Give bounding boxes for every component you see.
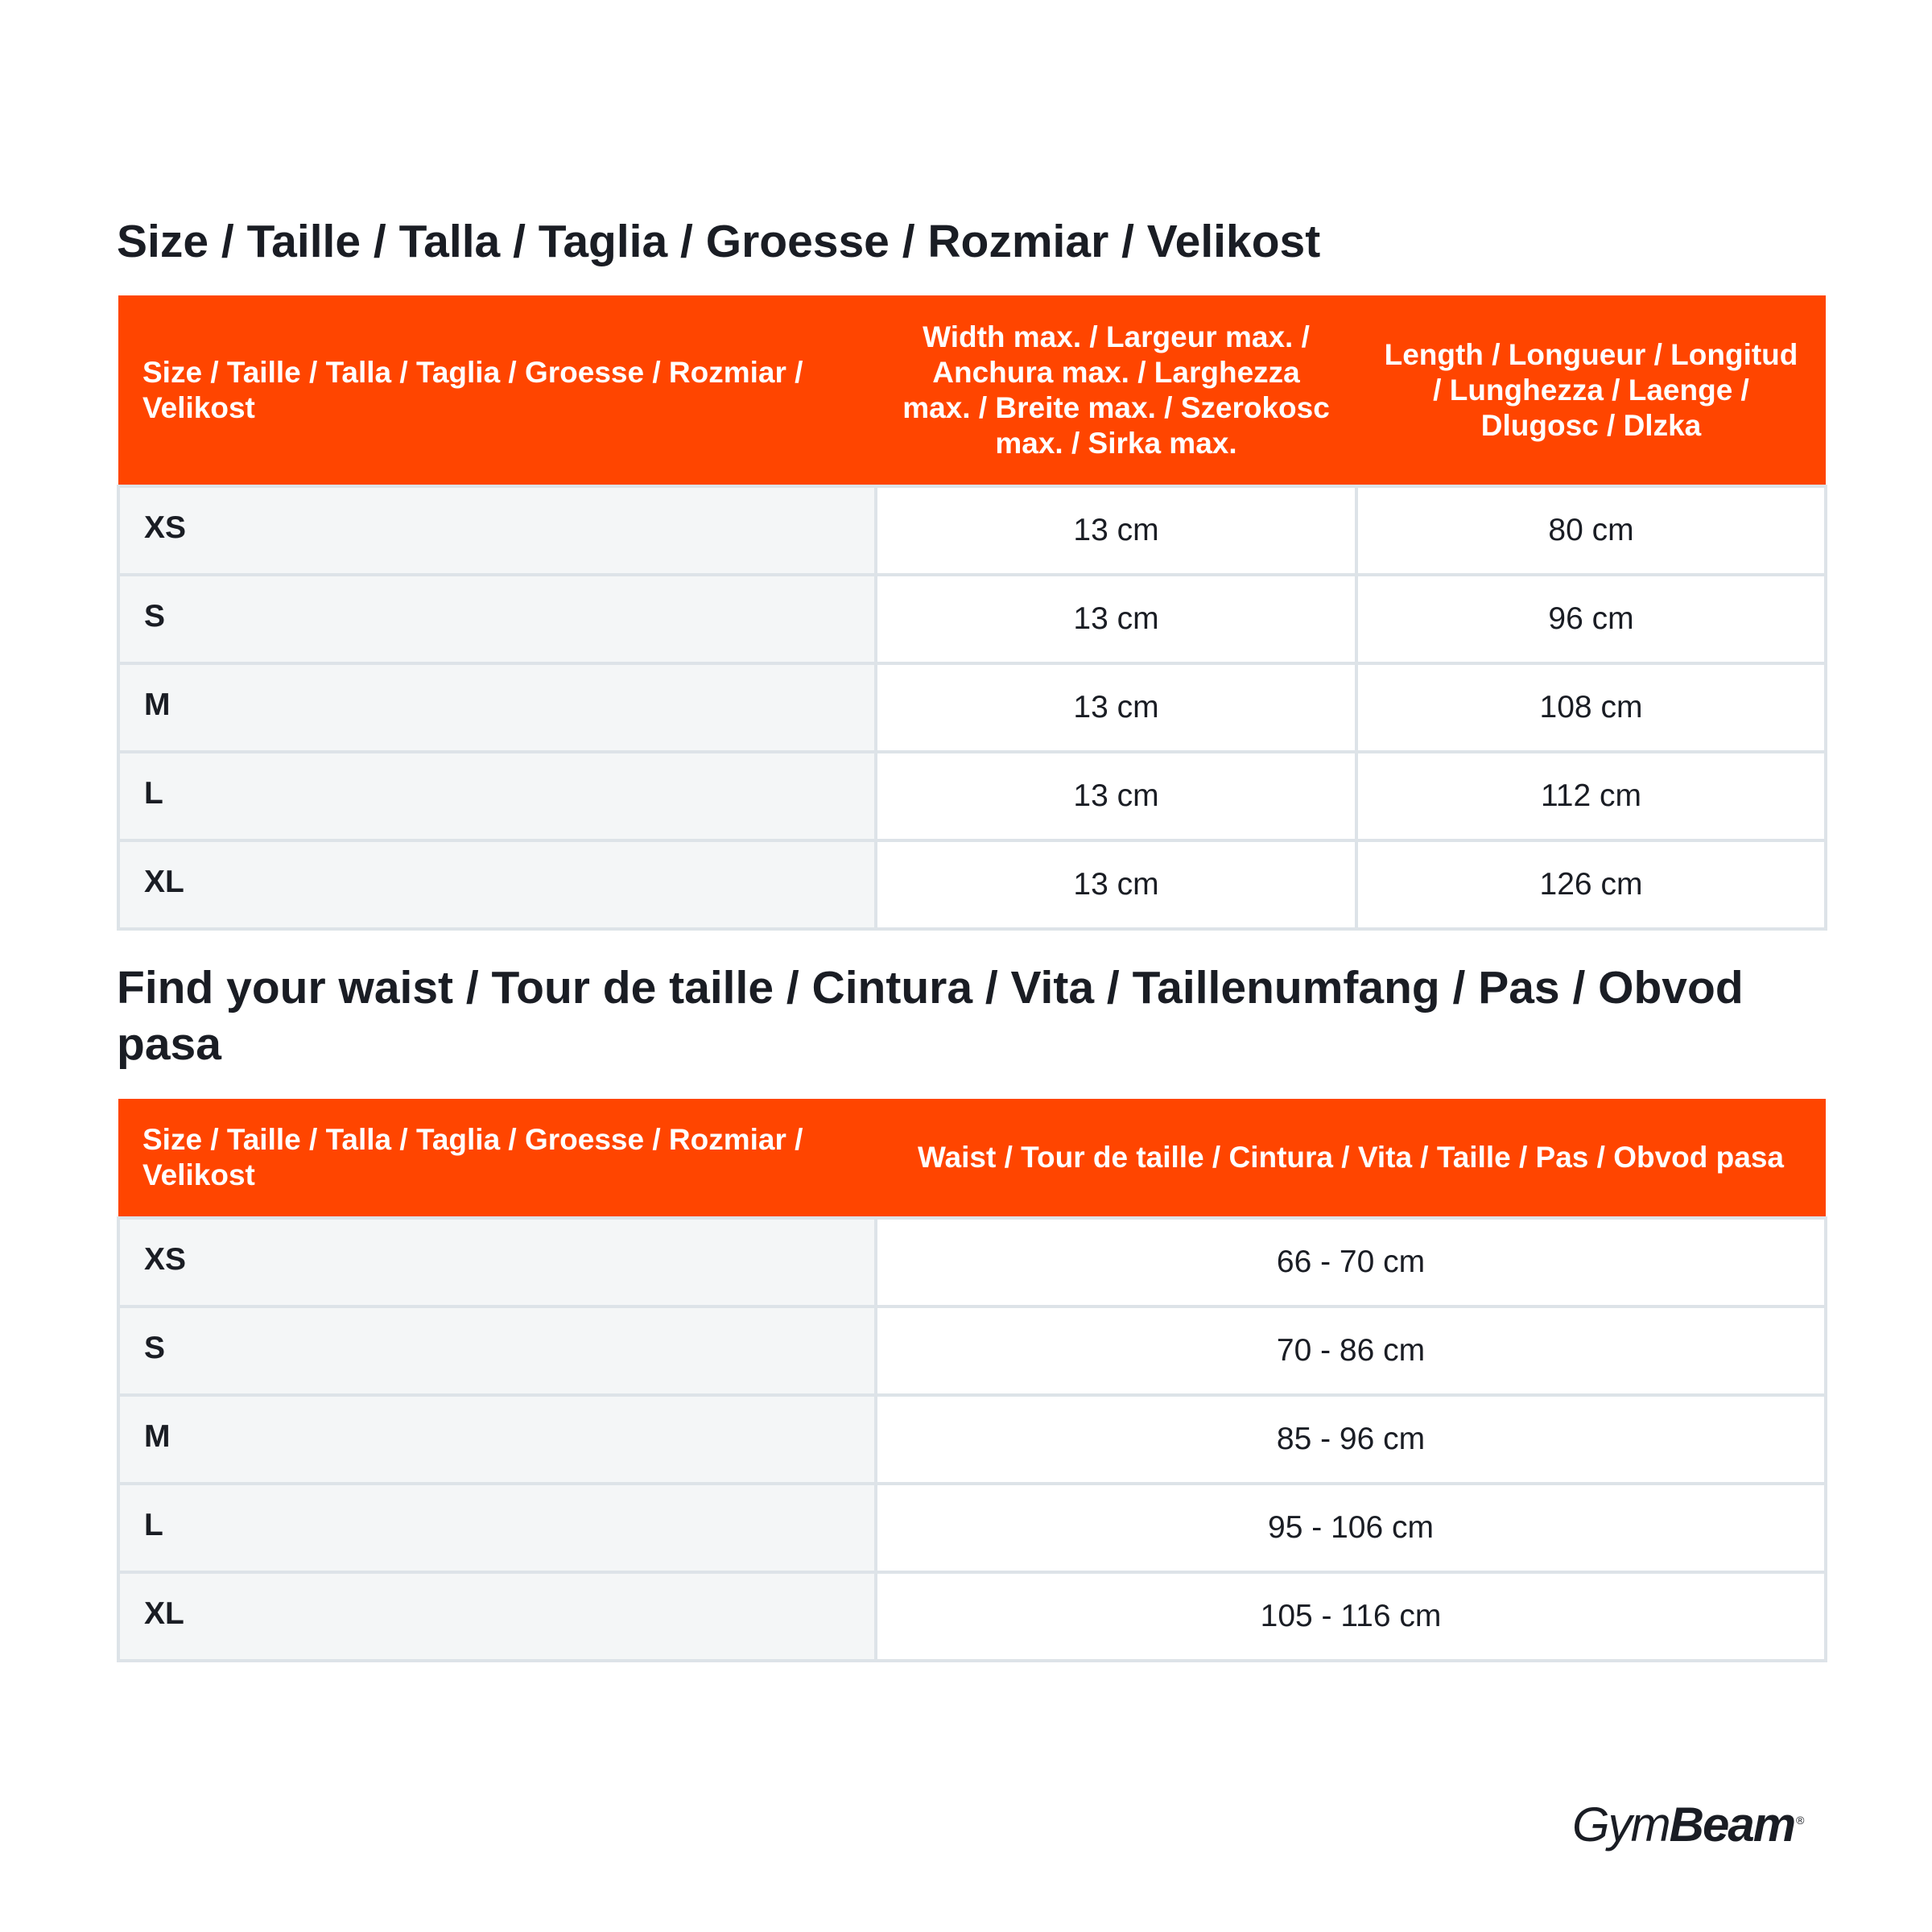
row-length: 80 cm [1356,486,1826,575]
row-waist: 70 - 86 cm [876,1307,1826,1395]
waist-table-title: Find your waist / Tour de taille / Cintura / Vita / Taillenumfang / Pas / Obvod pasa [117,962,1744,1070]
table-row [118,1484,1826,1572]
row-waist: 95 - 106 cm [876,1484,1826,1572]
waist-table [117,1099,1827,1662]
row-waist: 105 - 116 cm [876,1572,1826,1661]
logo-beam-text: Beam [1669,1798,1795,1852]
row-width: 13 cm [876,840,1356,929]
table-row [118,1307,1826,1395]
table-row [118,1572,1826,1661]
row-width: 13 cm [876,752,1356,840]
row-length: 126 cm [1356,840,1826,929]
row-size: XS [118,1218,876,1307]
row-width: 13 cm [876,486,1356,575]
registered-mark: ® [1796,1814,1805,1827]
row-size: L [118,1484,876,1572]
size-table-title: Size / Taille / Talla / Taglia / Groesse / Rozmiar / Velikost [117,216,1321,267]
row-size: L [118,752,876,840]
table-row [118,1218,1826,1307]
row-size: XL [118,1572,876,1661]
table-row [118,752,1826,840]
header-size: Size / Taille / Talla / Taglia / Groesse / Rozmiar / Velikost [118,295,876,486]
logo-gym-text: Gym [1572,1798,1670,1852]
size-table [117,295,1827,931]
table-row [118,575,1826,663]
row-size: XS [118,486,876,575]
row-size: M [118,1395,876,1484]
size-table-header-row [118,295,1826,486]
row-size: M [118,663,876,752]
row-size: XL [118,840,876,929]
row-length: 112 cm [1356,752,1826,840]
table-row [118,486,1826,575]
row-waist: 66 - 70 cm [876,1218,1826,1307]
table-row [118,1395,1826,1484]
table-row [118,663,1826,752]
row-length: 108 cm [1356,663,1826,752]
row-size: S [118,1307,876,1395]
row-waist: 85 - 96 cm [876,1395,1826,1484]
header-width: Width max. / Largeur max. / Anchura max. / Larghezza max. / Breite max. / Szerokosc max. / Sirka max. [876,295,1356,486]
row-width: 13 cm [876,575,1356,663]
row-length: 96 cm [1356,575,1826,663]
waist-table-header-row [118,1099,1826,1218]
header-length: Length / Longueur / Longitud / Lunghezza / Laenge / Dlugosc / Dlzka [1356,295,1826,486]
gymbeam-logo [1572,1797,1830,1853]
row-width: 13 cm [876,663,1356,752]
header-size: Size / Taille / Talla / Taglia / Groesse / Rozmiar / Velikost [118,1099,876,1218]
table-row [118,840,1826,929]
row-size: S [118,575,876,663]
header-waist: Waist / Tour de taille / Cintura / Vita / Taille / Pas / Obvod pasa [876,1099,1826,1218]
